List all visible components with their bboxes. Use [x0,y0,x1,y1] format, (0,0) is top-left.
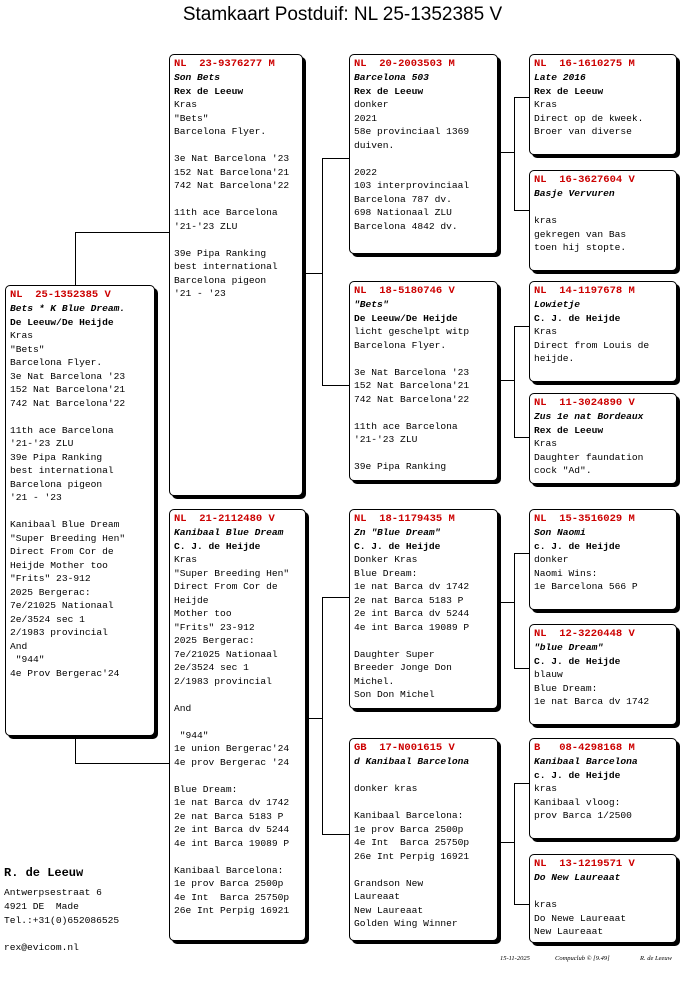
connector-line [514,553,515,668]
connector-line [514,97,529,98]
footer-date: 15-11-2025 [500,955,530,962]
pigeon-details: blauw Blue Dream: 1e nat Barca dv 1742 [534,669,650,707]
ring-number: NL 15-3516029 M [534,513,635,525]
ring-number: NL 25-1352385 V [10,289,111,301]
breeder-name: Rex de Leeuw [534,424,604,436]
owner-city: 4921 DE Made [4,901,79,912]
connector-line [514,904,529,905]
ring-number: NL 13-1219571 V [534,858,635,870]
pigeon-details: Kras "Bets" Barcelona Flyer. 3e Nat Barcelona '23 152 Nat Barcelona'21 742 Nat Barcelona'22 11th ace Barcelona '21-'23 ZLU 39e Pipa Ranking best international Barcelona pigeon '21 - '23 [174,99,290,299]
pigeon-name: Lowietje [534,299,581,310]
connector-line [498,380,514,381]
connector-line [514,97,515,210]
pigeon-name: Barcelona 503 [354,72,429,83]
breeder-name: Rex de Leeuw [174,85,244,97]
pigeon-card-fmm [529,393,677,484]
pigeon-name: Basje Vervuren [534,188,615,199]
connector-line [514,553,529,554]
ring-number: NL 16-1610275 M [534,58,635,70]
breeder-name: C. J. de Heijde [534,312,621,324]
pigeon-card-fff [529,54,677,155]
ring-number: NL 14-1197678 M [534,285,635,297]
pigeon-details: Kras Direct op de kweek. Broer van diverse [534,99,644,137]
pigeon-details: kras gekregen van Bas toen hij stopte. [534,215,627,253]
connector-line [322,158,323,385]
breeder-name: De Leeuw/De Heijde [354,312,458,324]
pigeon-card-main [5,285,155,736]
connector-line [498,842,514,843]
owner-phone: Tel.:+31(0)652086525 [4,915,120,926]
pigeon-card-mff [529,509,677,610]
pigeon-details: kras Do Newe Laureaat New Laureaat [534,899,627,937]
pigeon-name: Do New Laureaat [534,872,621,883]
connector-line [322,597,323,834]
pigeon-card-mmf [529,738,677,839]
connector-line [322,158,349,159]
pigeon-name: Kanibaal Barcelona [534,756,638,767]
connector-line [322,834,349,835]
pigeon-card-ffm [529,170,677,271]
breeder-name: C. J. de Heijde [174,540,261,552]
pigeon-details: Kras "Super Breeding Hen" Direct From Cor de Heijde Mother too "Frits" 23-912 2025 Bergerac: 7e/21025 Nationaal 2e/3524 sec 1 2/1983 provincial And "944" 1e union Bergerac'24 4e prov Bergerac '24 Blue Dream: 1e nat Barca dv 1742 2e nat Barca 5183 P 2e int Barca dv 5244 4e int Barca 19089 P Kanibaal Barcelona: 1e prov Barca 2500p 4e Int Barca 25750p 26e Int Perpig 16921 [174,554,290,916]
footer-software: Compuclub © [9.49] [555,955,610,962]
pigeon-name: d Kanibaal Barcelona [354,756,470,767]
breeder-name: c. J. de Heijde [534,769,621,781]
pigeon-details: donker kras Kanibaal Barcelona: 1e prov Barca 2500p 4e Int Barca 25750p 26e Int Perpig 16921 Grandson New Laureaat New Laureaat Golden Wing Winner [354,783,470,929]
ring-number: GB 17-N001615 V [354,742,455,754]
pigeon-details: kras Kanibaal vloog: prov Barca 1/2500 [534,783,632,821]
owner-street: Antwerpsestraat 6 [4,887,102,898]
breeder-name: C. J. de Heijde [534,655,621,667]
connector-line [75,232,171,233]
connector-line [75,736,76,763]
connector-line [514,437,529,438]
pigeon-name: Late 2016 [534,72,586,83]
pigeon-details: licht geschelpt witp Barcelona Flyer. 3e Nat Barcelona '23 152 Nat Barcelona'21 742 Nat Barcelona'22 11th ace Barcelona '21-'23 ZLU 39e Pipa Ranking [354,326,470,472]
pigeon-details: donker 2021 58e provinciaal 1369 duiven. 2022 103 interprovinciaal Barcelona 787 dv. 698 Nationaal ZLU Barcelona 4842 dv. [354,99,470,232]
pigeon-name: "Bets" [354,299,389,310]
pigeon-details: donker Naomi Wins: 1e Barcelona 566 P [534,554,638,592]
ring-number: NL 21-2112480 V [174,513,275,525]
pigeon-card-mother-mother [349,738,498,941]
connector-line [75,763,171,764]
pigeon-card-fmf [529,281,677,382]
connector-line [514,668,529,669]
pigeon-details: Kras "Bets" Barcelona Flyer. 3e Nat Barcelona '23 152 Nat Barcelona'21 742 Nat Barcelona'22 11th ace Barcelona '21-'23 ZLU 39e Pipa Ranking best international Barcelona pigeon '21 - '23 Kanibaal Blue Dream "Super Breeding Hen" Direct From Cor de Heijde Mother too "Frits" 23-912 2025 Bergerac: 7e/21025 Nationaal 2e/3524 sec 1 2/1983 provincial And "944" 4e Prov Bergerac'24 [10,330,126,679]
pigeon-name: "blue Dream" [534,642,604,653]
pigeon-card-father-mother [349,281,498,481]
pigeon-card-mother [169,509,306,941]
ring-number: NL 20-2003503 M [354,58,455,70]
breeder-name: Rex de Leeuw [534,85,604,97]
pigeon-card-mfm [529,624,677,725]
ring-number: NL 11-3024890 V [534,397,635,409]
owner-name: R. de Leeuw [4,866,84,880]
pigeon-name: Kanibaal Blue Dream [174,527,284,538]
pigeon-card-father [169,54,303,496]
ring-number: NL 23-9376277 M [174,58,275,70]
pigeon-card-father-father [349,54,498,254]
pigeon-name: Zus 1e nat Bordeaux [534,411,644,422]
connector-line [514,210,529,211]
pigeon-name: Son Bets [174,72,221,83]
connector-line [498,152,514,153]
ring-number: NL 18-1179435 M [354,513,455,525]
connector-line [514,783,515,904]
pigeon-details: Donker Kras Blue Dream: 1e nat Barca dv 1742 2e nat Barca 5183 P 2e int Barca dv 5244 4e int Barca 19089 P Daughter Super Breeder Jonge Don Michel. Son Don Michel [354,554,470,700]
breeder-name: C. J. de Heijde [354,540,441,552]
pigeon-details: Kras Direct from Louis de heijde. [534,326,650,364]
ring-number: B 08-4298168 M [534,742,635,754]
breeder-name: De Leeuw/De Heijde [10,316,114,328]
connector-line [75,232,76,285]
connector-line [514,326,529,327]
breeder-name: c. J. de Heijde [534,540,621,552]
pigeon-card-mmm [529,854,677,943]
breeder-name: Rex de Leeuw [354,85,424,97]
ring-number: NL 16-3627604 V [534,174,635,186]
ring-number: NL 12-3220448 V [534,628,635,640]
connector-line [498,602,514,603]
footer-author: R. de Leeuw [640,955,672,962]
connector-line [514,783,529,784]
connector-line [322,597,349,598]
pigeon-card-mother-father [349,509,498,709]
ring-number: NL 18-5180746 V [354,285,455,297]
connector-line [306,718,322,719]
owner-email: rex@evicom.nl [4,942,79,953]
page-title: Stamkaart Postduif: NL 25-1352385 V [182,4,503,25]
pigeon-name: Zn "Blue Dream" [354,527,441,538]
pigeon-name: Son Naomi [534,527,586,538]
pigeon-details: Kras Daughter faundation cock "Ad". [534,438,644,476]
connector-line [322,385,349,386]
pigeon-name: Bets * K Blue Dream. [10,303,126,314]
connector-line [514,326,515,437]
connector-line [303,273,322,274]
